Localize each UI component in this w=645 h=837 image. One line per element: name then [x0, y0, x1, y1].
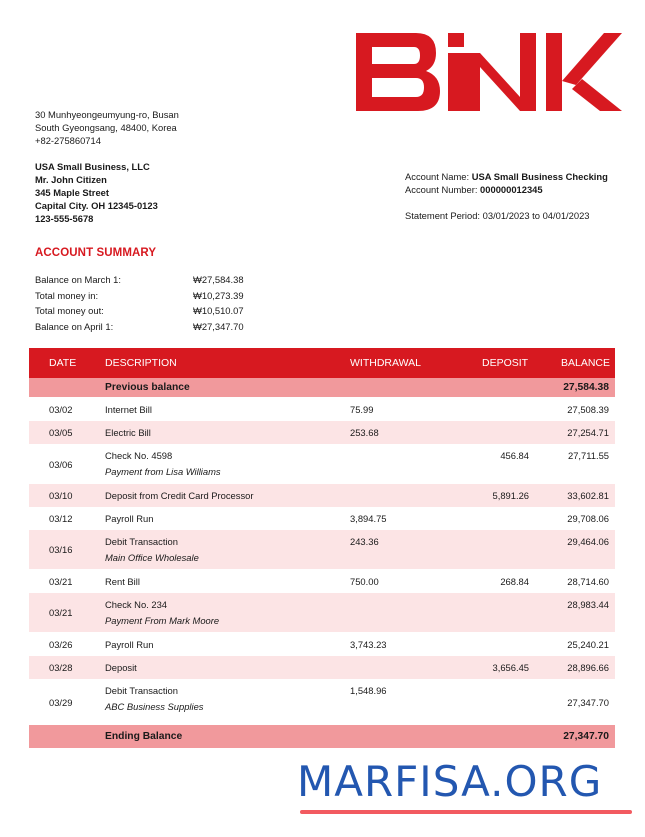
row-deposit: 5,891.26 [492, 490, 529, 501]
row-date: 03/21 [49, 607, 73, 618]
account-number-label: Account Number: [405, 184, 481, 195]
row-withdrawal: 750.00 [350, 575, 379, 587]
row-date: 03/28 [49, 662, 73, 673]
account-info [405, 170, 608, 196]
header-date: DATE [49, 357, 77, 369]
row-balance: 28,896.66 [567, 662, 609, 673]
customer-street: 345 Maple Street [35, 187, 109, 198]
table-row [29, 444, 615, 484]
previous-balance-label: Previous balance [105, 382, 190, 393]
summary-value: ₩27,347.70 [193, 320, 244, 332]
row-date: 03/26 [49, 638, 73, 650]
table-row [29, 679, 615, 725]
summary-row [35, 288, 265, 304]
row-description: Payroll Run [105, 513, 154, 524]
row-description [105, 679, 350, 712]
account-number-value: 000000012345 [480, 184, 543, 195]
summary-row [35, 303, 265, 319]
table-row [29, 632, 615, 656]
summary-row [35, 272, 265, 288]
row-description-sub: Payment from Lisa Williams [105, 466, 221, 477]
bank-address [35, 108, 179, 147]
table-row [29, 530, 615, 569]
row-description [105, 444, 350, 477]
row-date: 03/29 [49, 696, 73, 708]
row-date: 03/16 [49, 544, 73, 555]
row-balance: 28,983.44 [567, 599, 609, 610]
row-balance: 29,464.06 [567, 536, 609, 547]
account-name-label: Account Name: [405, 171, 472, 182]
row-balance: 33,602.81 [567, 490, 609, 501]
row-balance: 25,240.21 [567, 638, 609, 650]
row-description: Internet Bill [105, 403, 152, 415]
customer-phone: 123-555-5678 [35, 213, 94, 224]
summary-row [35, 319, 265, 335]
ending-balance-value: 27,347.70 [563, 731, 609, 742]
row-description-main: Debit Transaction [105, 536, 178, 547]
account-name-value: USA Small Business Checking [471, 171, 608, 182]
ending-balance-label: Ending Balance [105, 731, 183, 742]
row-description-sub: Main Office Wholesale [105, 552, 199, 563]
summary-label: Total money out: [35, 305, 104, 317]
row-description: Payroll Run [105, 638, 154, 650]
row-description-sub: Payment From Mark Moore [105, 615, 220, 626]
summary-label: Balance on March 1: [35, 274, 121, 286]
row-withdrawal: 3,894.75 [350, 513, 387, 524]
header-balance: BALANCE [560, 357, 610, 369]
transactions-table [29, 348, 615, 748]
row-deposit: 456.84 [500, 450, 529, 461]
row-description: Electric Bill [105, 427, 151, 438]
customer-city: Capital City. OH 12345-0123 [35, 200, 158, 211]
row-deposit [448, 530, 536, 536]
row-balance: 27,711.55 [567, 450, 609, 461]
statement-period: Statement Period: 03/01/2023 to 04/01/2023 [405, 210, 590, 221]
row-withdrawal [350, 593, 448, 599]
row-date: 03/12 [49, 513, 73, 524]
table-row [29, 484, 615, 507]
row-date: 03/06 [49, 458, 73, 470]
row-date: 03/02 [49, 403, 73, 415]
watermark-text: MARFISA.ORG [297, 757, 603, 806]
row-deposit [448, 593, 536, 599]
row-description-main: Check No. 234 [105, 599, 168, 610]
bank-address-line2: South Gyeongsang, 48400, Korea [35, 122, 177, 133]
row-deposit [448, 679, 536, 685]
row-withdrawal: 243.36 [350, 536, 379, 547]
customer-name: Mr. John Citizen [35, 174, 107, 185]
bank-phone: +82-275860714 [35, 135, 101, 146]
header-withdrawal: WITHDRAWAL [350, 357, 421, 369]
table-row [29, 656, 615, 679]
header-deposit: DEPOSIT [482, 357, 529, 369]
row-description: Deposit [105, 662, 137, 673]
row-withdrawal: 253.68 [350, 427, 379, 438]
summary-label: Total money in: [35, 289, 99, 301]
previous-balance-row [29, 378, 615, 397]
header-description: DESCRIPTION [105, 357, 177, 369]
row-description-sub: ABC Business Supplies [105, 701, 204, 712]
row-withdrawal [350, 444, 448, 450]
row-balance: 27,347.70 [567, 696, 609, 708]
account-number [405, 183, 608, 196]
table-row [29, 593, 615, 632]
customer-address [35, 160, 158, 225]
ending-balance-row [29, 725, 615, 748]
bnk-logo [356, 33, 622, 111]
row-deposit: 268.84 [500, 575, 529, 587]
row-description: Deposit from Credit Card Processor [105, 490, 254, 501]
table-row [29, 507, 615, 530]
row-withdrawal: 1,548.96 [350, 685, 387, 696]
row-withdrawal: 75.99 [350, 403, 374, 415]
row-withdrawal: 3,743.23 [350, 638, 387, 650]
previous-balance-value: 27,584.38 [563, 382, 609, 393]
summary-value: ₩10,510.07 [193, 305, 244, 317]
row-description: Rent Bill [105, 575, 140, 587]
summary-value: ₩10,273.39 [193, 289, 244, 301]
row-date: 03/21 [49, 575, 73, 587]
summary-label: Balance on April 1: [35, 320, 114, 332]
account-summary [35, 272, 265, 334]
row-date: 03/05 [49, 427, 73, 438]
row-deposit: 3,656.45 [492, 662, 529, 673]
row-description [105, 593, 350, 626]
summary-value: ₩27,584.38 [193, 274, 244, 286]
table-row [29, 421, 615, 444]
account-summary-title: ACCOUNT SUMMARY [35, 247, 157, 259]
account-name [405, 170, 608, 183]
row-description [105, 530, 350, 563]
customer-company: USA Small Business, LLC [35, 161, 150, 172]
row-balance: 27,254.71 [567, 427, 609, 438]
row-description-main: Check No. 4598 [105, 450, 173, 461]
bank-address-line1: 30 Munhyeongeumyung-ro, Busan [35, 109, 179, 120]
row-description-main: Debit Transaction [105, 685, 178, 696]
row-balance: 27,508.39 [567, 403, 609, 415]
row-balance: 28,714.60 [567, 575, 609, 587]
table-row [29, 569, 615, 593]
watermark-underline [300, 810, 632, 814]
row-date: 03/10 [49, 490, 73, 501]
table-header [29, 348, 615, 378]
row-balance: 29,708.06 [567, 513, 609, 524]
table-row [29, 397, 615, 421]
marfisa-watermark [297, 757, 637, 818]
